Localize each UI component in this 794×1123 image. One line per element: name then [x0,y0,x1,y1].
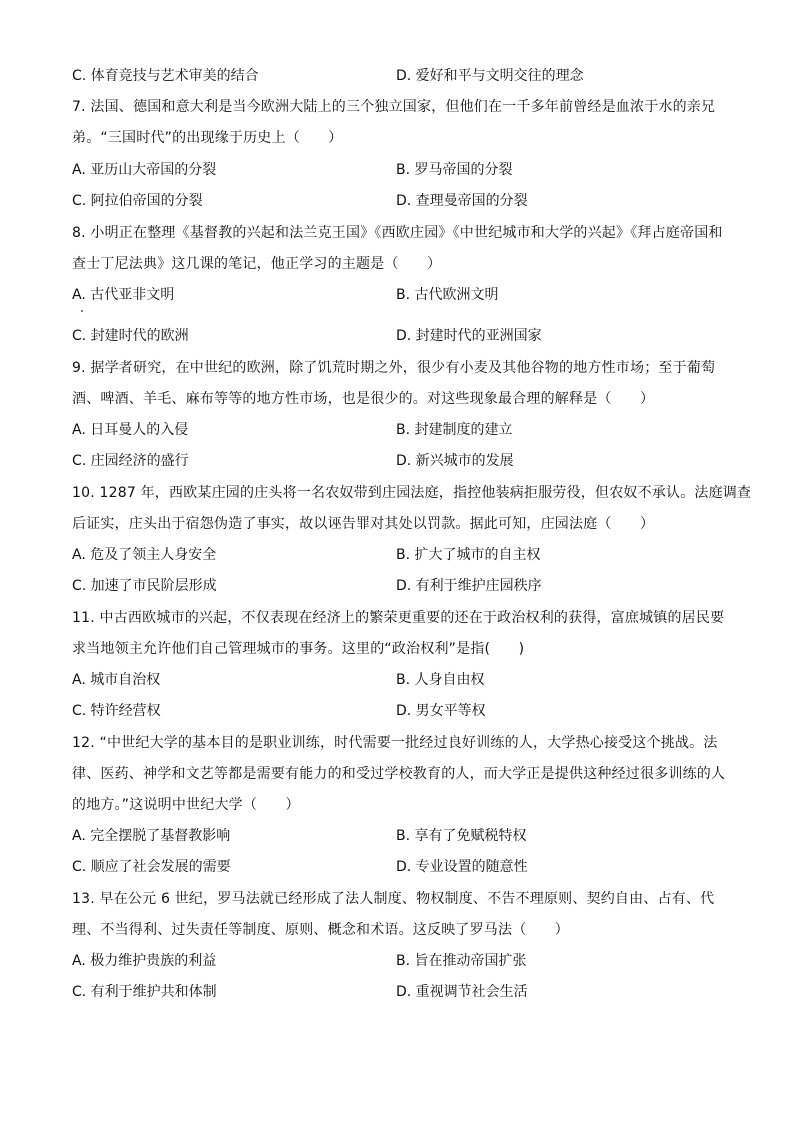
q6-options-cd [72,66,722,86]
q12-option-c: C. 顺应了社会发展的需要 [72,859,231,875]
q7-stem-line1: 7. 法国、德国和意大利是当今欧洲大陆上的三个独立国家，但他们在一千多年前曾经是血浓于水的亲兄 [72,99,716,115]
q10-option-b: B. 扩大了城市的自主权 [396,547,541,563]
q10-options-cd [72,576,722,596]
q12-options-cd [72,857,722,877]
q13-option-b: B. 旨在推动帝国扩张 [396,953,527,969]
q8-option-b: B. 古代欧洲文明 [396,287,499,303]
q11-option-b: B. 人身自由权 [396,672,485,688]
q12-option-b: B. 享有了免赋税特权 [396,828,527,844]
q9-option-d: D. 新兴城市的发展 [396,453,514,469]
q12-options-ab [72,826,722,846]
q13-options-cd [72,982,722,1002]
q12-option-d: D. 专业设置的随意性 [396,859,528,875]
q12-stem-line1: 12. “中世纪大学的基本目的是职业训练，时代需要一批经过良好训练的人，大学热心接受这个挑战。法 [72,735,718,751]
q9-option-a: A. 日耳曼人的入侵 [72,422,189,438]
q10-stem-line2: 后证实，庄头出于宿怨伪造了事实，故以诬告罪对其处以罚款。据此可知，庄园法庭（ ） [72,516,655,532]
q9-option-b: B. 封建制度的建立 [396,422,513,438]
q12-option-a: A. 完全摆脱了基督教影响 [72,828,231,844]
q13-option-d: D. 重视调节社会生活 [396,984,528,1000]
q11-stem-line1: 11. 中古西欧城市的兴起，不仅表现在经济上的繁荣更重要的还在于政治权利的获得，富庶城镇的居民要 [72,610,725,626]
q7-option-d: D. 查理曼帝国的分裂 [396,193,528,209]
q11-option-c: C. 特许经营权 [72,703,161,719]
q7-option-c: C. 阿拉伯帝国的分裂 [72,193,203,209]
q11-options-cd [72,701,722,721]
q11-option-a: A. 城市自治权 [72,672,161,688]
q13-stem-line2: 理、不当得利、过失责任等制度、原则、概念和术语。这反映了罗马法（ ） [72,922,569,938]
q10-option-c: C. 加速了市民阶层形成 [72,578,217,594]
q8-stem-line2: 查士丁尼法典》这几课的笔记，他正学习的主题是（ ） [72,256,442,272]
q7-options-cd [72,191,722,211]
q9-stem-line2: 酒、啤酒、羊毛、麻布等等的地方性市场，也是很少的。对这些现象最合理的解释是（ ） [72,391,655,407]
q13-option-a: A. 极力维护贵族的利益 [72,953,217,969]
q11-options-ab [72,670,722,690]
q6-option-d: D. 爱好和平与文明交往的理念 [396,68,584,84]
q8-options-ab [72,285,722,305]
q7-stem-line2: 弟。“三国时代”的出现缘于历史上（ ） [72,130,343,146]
q10-option-a: A. 危及了领主人身安全 [72,547,217,563]
q13-option-c: C. 有利于维护共和体制 [72,984,217,1000]
q12-stem-line3: 的地方。”这说明中世纪大学（ ） [72,797,300,813]
q9-stem-line1: 9. 据学者研究，在中世纪的欧洲，除了饥荒时期之外，很少有小麦及其他谷物的地方性市场；至于葡萄 [72,360,716,376]
q7-option-a: A. 亚历山大帝国的分裂 [72,162,217,178]
q10-stem-line1: 10. 1287 年，西欧某庄园的庄头将一名农奴带到庄园法庭，指控他装病拒服劳役，但农奴不承认。法庭调查 [72,485,752,501]
q10-option-d: D. 有利于维护庄园秩序 [396,578,542,594]
q13-stem-line1: 13. 早在公元 6 世纪，罗马法就已经形成了法人制度、物权制度、不告不理原则、契约自由、占有、代 [72,891,715,907]
q7-option-b: B. 罗马帝国的分裂 [396,162,513,178]
q9-options-cd [72,451,722,471]
q12-stem-line2: 律、医药、神学和文艺等都是需要有能力的和受过学校教育的人，而大学正是提供这种经过很多训练的人 [72,766,726,782]
q8-option-a: A. 古代亚非文明 [72,287,175,303]
q8-option-d: D. 封建时代的亚洲国家 [396,328,542,344]
q9-options-ab [72,420,722,440]
q6-option-c: C. 体育竞技与艺术审美的结合 [72,68,259,84]
stray-dot [81,310,83,312]
q9-option-c: C. 庄园经济的盛行 [72,453,189,469]
q11-option-d: D. 男女平等权 [396,703,486,719]
q8-stem-line1: 8. 小明正在整理《基督教的兴起和法兰克王国》《西欧庄园》《中世纪城市和大学的兴起》《拜占庭帝国和 [72,225,723,241]
q13-options-ab [72,951,722,971]
q10-options-ab [72,545,722,565]
q8-option-c: C. 封建时代的欧洲 [72,328,189,344]
q11-stem-line2: 求当地领主允许他们自己管理城市的事务。这里的“政治权利”是指( ) [72,641,525,657]
q8-options-cd [72,326,722,346]
q7-options-ab [72,160,722,180]
